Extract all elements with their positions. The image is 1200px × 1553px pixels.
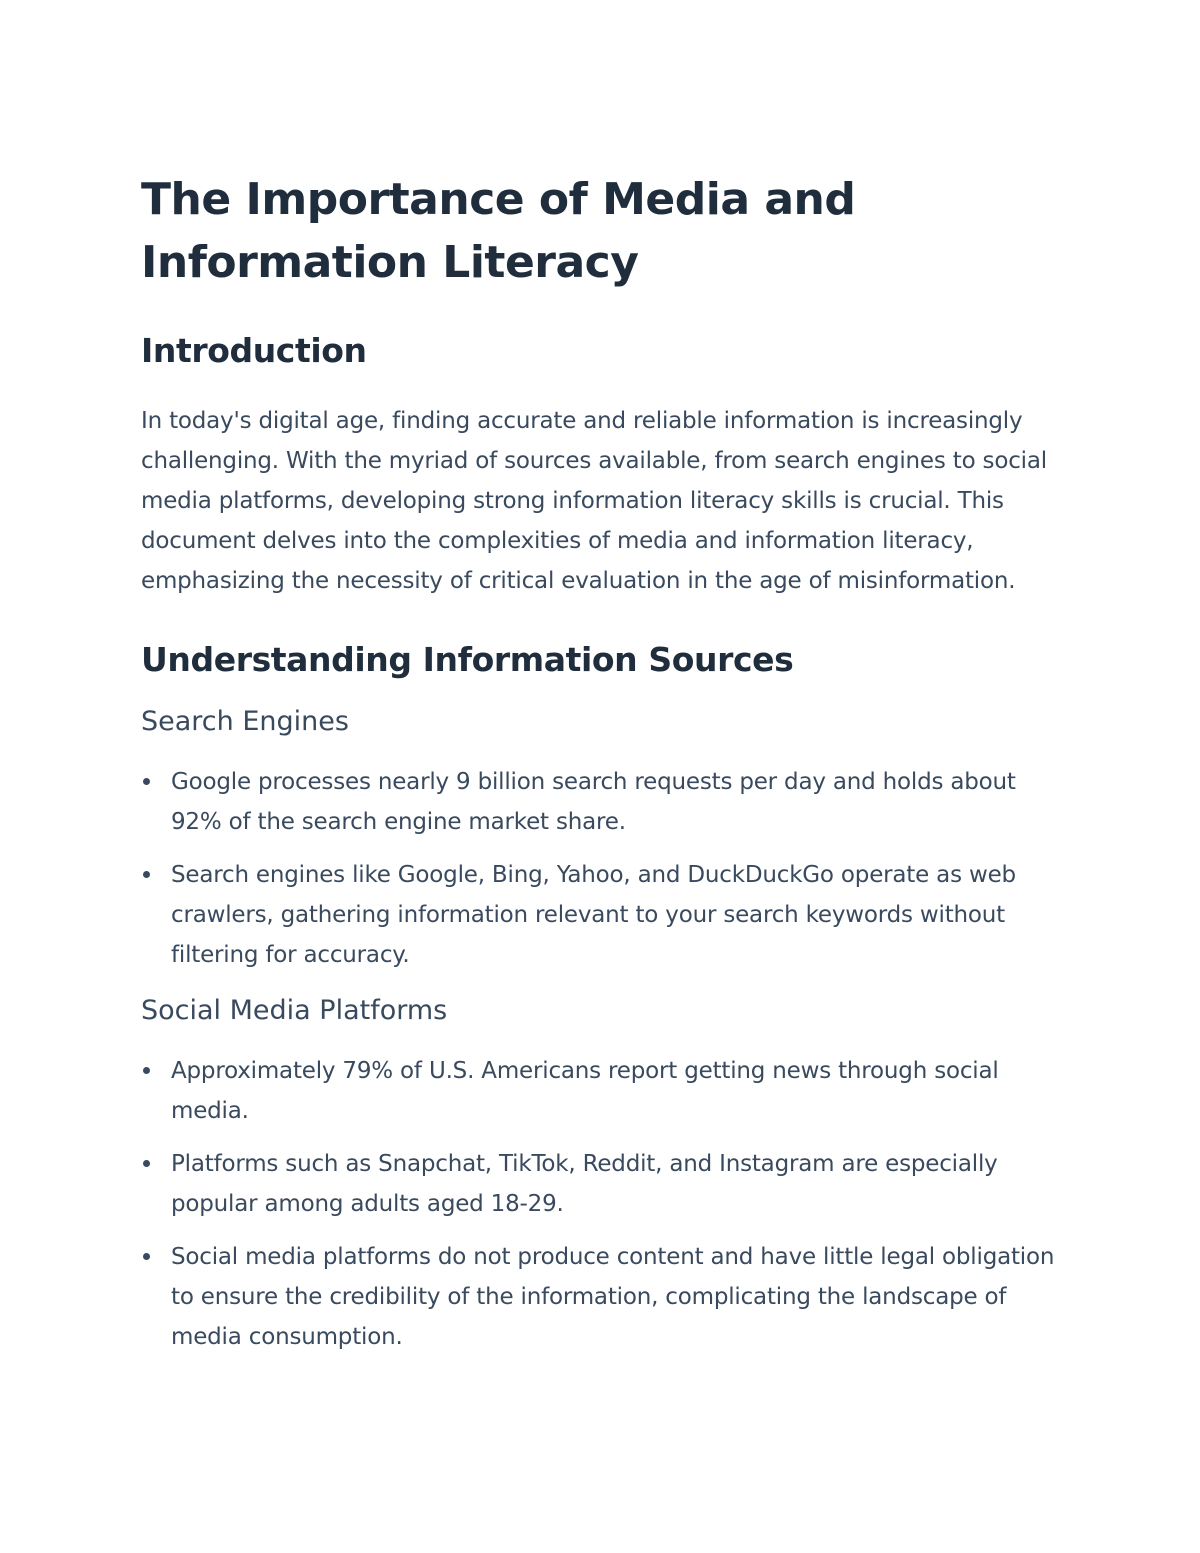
bullet-icon bbox=[143, 1160, 150, 1167]
document-title: The Importance of Media and Information Literacy bbox=[141, 174, 856, 288]
bullet-icon bbox=[143, 1067, 150, 1074]
list-item-text: Search engines like Google, Bing, Yahoo, and DuckDuckGo operate as web crawlers, gathering information relevant to your search keywords without filtering for accuracy. bbox=[171, 862, 1016, 968]
list-item bbox=[141, 1144, 1066, 1224]
list-item bbox=[141, 1051, 1066, 1131]
list-item bbox=[141, 855, 1066, 975]
section-heading-introduction: Introduction bbox=[141, 331, 367, 370]
list-item-text: Social media platforms do not produce content and have little legal obligation to ensure the credibility of the information, complicating the landscape of media consumption. bbox=[171, 1244, 1055, 1350]
list-item bbox=[141, 1237, 1066, 1357]
introduction-paragraph: In today's digital age, finding accurate and reliable information is increasingly challenging. With the myriad of sources available, from search engines to social media platforms, developing strong information literacy skills is crucial. This document delves into the complexities of media and information literacy, emphasizing the necessity of critical evaluation in the age of misinformation. bbox=[141, 408, 1047, 594]
subheading-search-engines: Search Engines bbox=[141, 706, 349, 737]
document-content bbox=[141, 168, 1066, 1370]
search-engines-list bbox=[141, 762, 1066, 975]
list-item-text: Google processes nearly 9 billion search requests per day and holds about 92% of the search engine market share. bbox=[171, 769, 1016, 835]
social-media-list bbox=[141, 1051, 1066, 1357]
list-item-text: Platforms such as Snapchat, TikTok, Reddit, and Instagram are especially popular among adults aged 18-29. bbox=[171, 1151, 998, 1217]
list-item-text: Approximately 79% of U.S. Americans report getting news through social media. bbox=[171, 1058, 999, 1124]
subheading-social-media-platforms: Social Media Platforms bbox=[141, 995, 448, 1026]
bullet-icon bbox=[143, 1253, 150, 1260]
bullet-icon bbox=[143, 871, 150, 878]
bullet-icon bbox=[143, 778, 150, 785]
list-item bbox=[141, 762, 1066, 842]
section-heading-information-sources: Understanding Information Sources bbox=[141, 640, 794, 679]
